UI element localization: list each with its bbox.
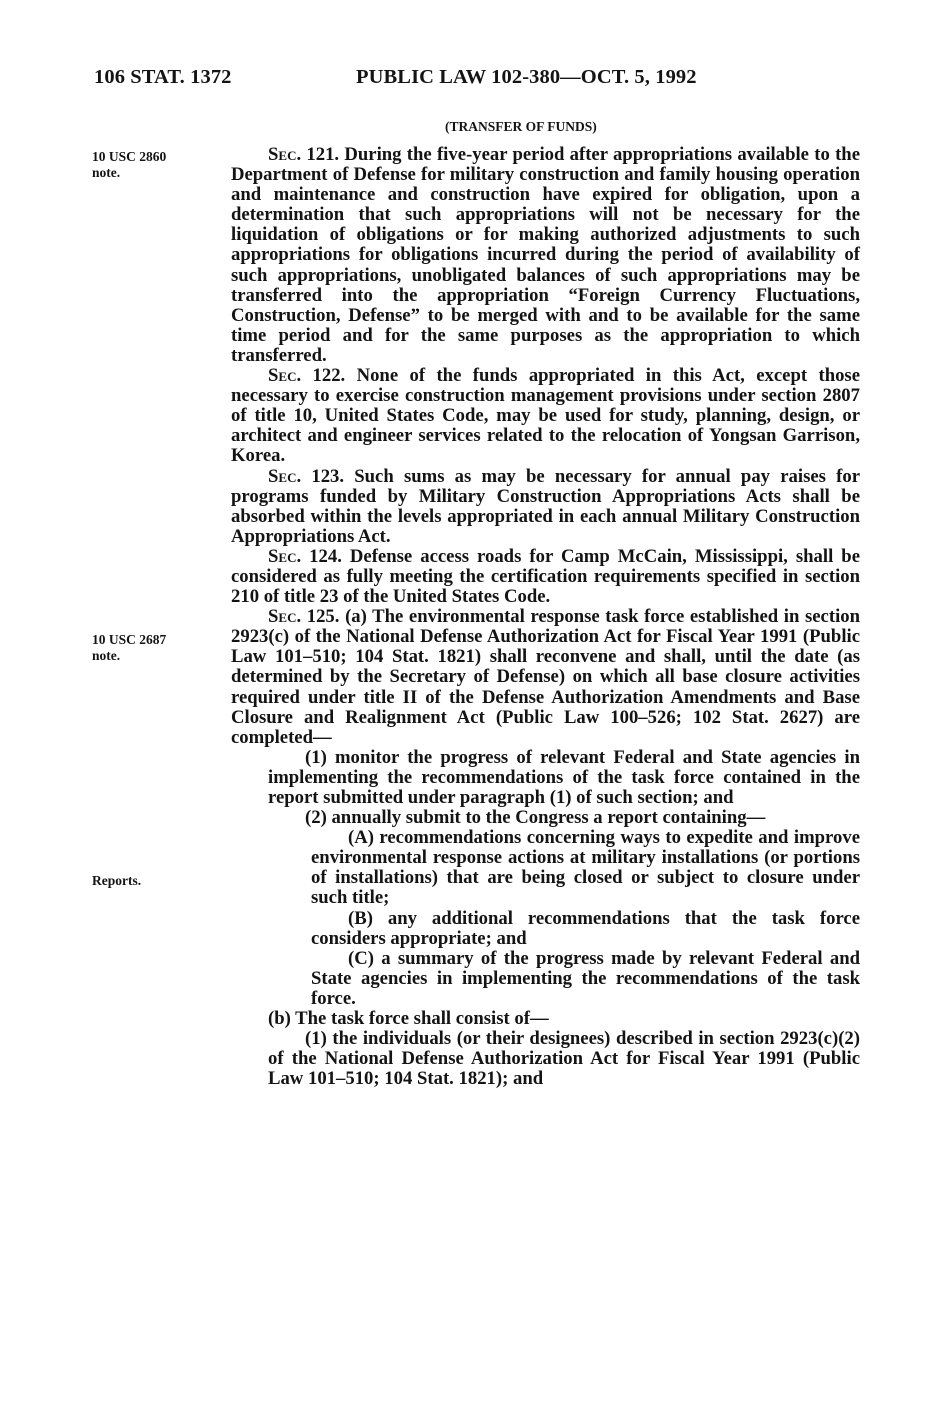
paragraph-2: (2) annually submit to the Congress a report containing— [305, 807, 766, 829]
subparagraph-c: (C) a summary of the progress made by relevant Federal and State agencies in implementing the recommendations of the task force. [311, 947, 860, 1009]
section-text: 124. Defense access roads for Camp McCain, Mississippi, shall be considered as fully meeting the certification requirements specified in section 210 of title 23 of the United States Code. [231, 545, 860, 608]
section-label: Sec. [268, 365, 302, 387]
margin-note-reports: Reports. [92, 873, 142, 888]
section-label: Sec. [268, 545, 302, 567]
subparagraph-b: (B) any additional recommendations that the task force considers appropriate; and [311, 907, 860, 949]
subsection-b: (b) The task force shall consist of— [268, 1008, 549, 1030]
section-122 [231, 366, 860, 466]
paragraph-1: (1) monitor the progress of relevant Federal and State agencies in implementing the recommendations of the task force contained in the report submitted under paragraph (1) of such section; and [268, 746, 860, 808]
section-label: Sec. [268, 144, 302, 165]
section-123 [231, 467, 860, 547]
section-text: 125. (a) The environmental response task force established in section 2923(c) of the National Defense Authorization Act for Fiscal Year 1991 (Public Law 101–510; 104 Stat. 1821) shall reconvene and shall, until the date (as determined by the Secretary of Defense) on which all base closure activities required under title II of the Defense Authorization Amendments and Base Closure and Realignment Act (Public Law 100–526; 102 Stat. 2627) are completed— [231, 606, 860, 748]
stat-page-number: 106 STAT. 1372 [94, 66, 232, 88]
section-text: 122. None of the funds appropriated in this Act, except those necessary to exercise construction management provisions under section 2807 of title 10, United States Code, may be used for study, planning, design, or architect and engineer services related to the relocation of Yongsan Garrison, Korea. [231, 365, 860, 467]
subparagraph-a: (A) recommendations concerning ways to expedite and improve environmental response actions at military installations (or portions of installations) that are being closed or subject to closure under such title; [311, 827, 860, 909]
section-label: Sec. [268, 465, 302, 487]
section-125 [231, 607, 860, 748]
section-text: 121. During the five-year period after appropriations available to the Department of Defense for military construction and family housing operation and maintenance and construction have expired for obligation, upon a determination that such appropriations will not be necessary for the liquidation of obligations or for making authorized adjustments to such appropriations for obligations incurred during the period of availability of such appropriations, unobligated balances of such appropriations may be transferred into the appropriation “Foreign Currency Fluctuations, Construction, Defense” to be merged with and to be available for the same time period and for the same purposes as the appropriation to which transferred. [231, 144, 860, 366]
section-124 [231, 547, 860, 607]
subsection-b-paragraph-1: (1) the individuals (or their designees) described in section 2923(c)(2) of the National Defense Authorization Act for Fiscal Year 1991 (Public Law 101–510; 104 Stat. 1821); and [268, 1028, 860, 1090]
margin-note-usc-2687: 10 USC 2687 note. [92, 632, 167, 663]
body-text [231, 145, 860, 1089]
section-121 [231, 145, 860, 366]
section-heading: (TRANSFER OF FUNDS) [445, 119, 597, 134]
section-text: 123. Such sums as may be necessary for annual pay raises for programs funded by Military Construction Appropriations Acts shall be absorbed within the levels appropriated in each annual Military Construction Appropriations Act. [231, 465, 860, 547]
running-head: PUBLIC LAW 102-380—OCT. 5, 1992 [356, 66, 697, 88]
margin-note-usc-2860: 10 USC 2860 note. [92, 149, 167, 180]
section-label: Sec. [268, 606, 302, 628]
